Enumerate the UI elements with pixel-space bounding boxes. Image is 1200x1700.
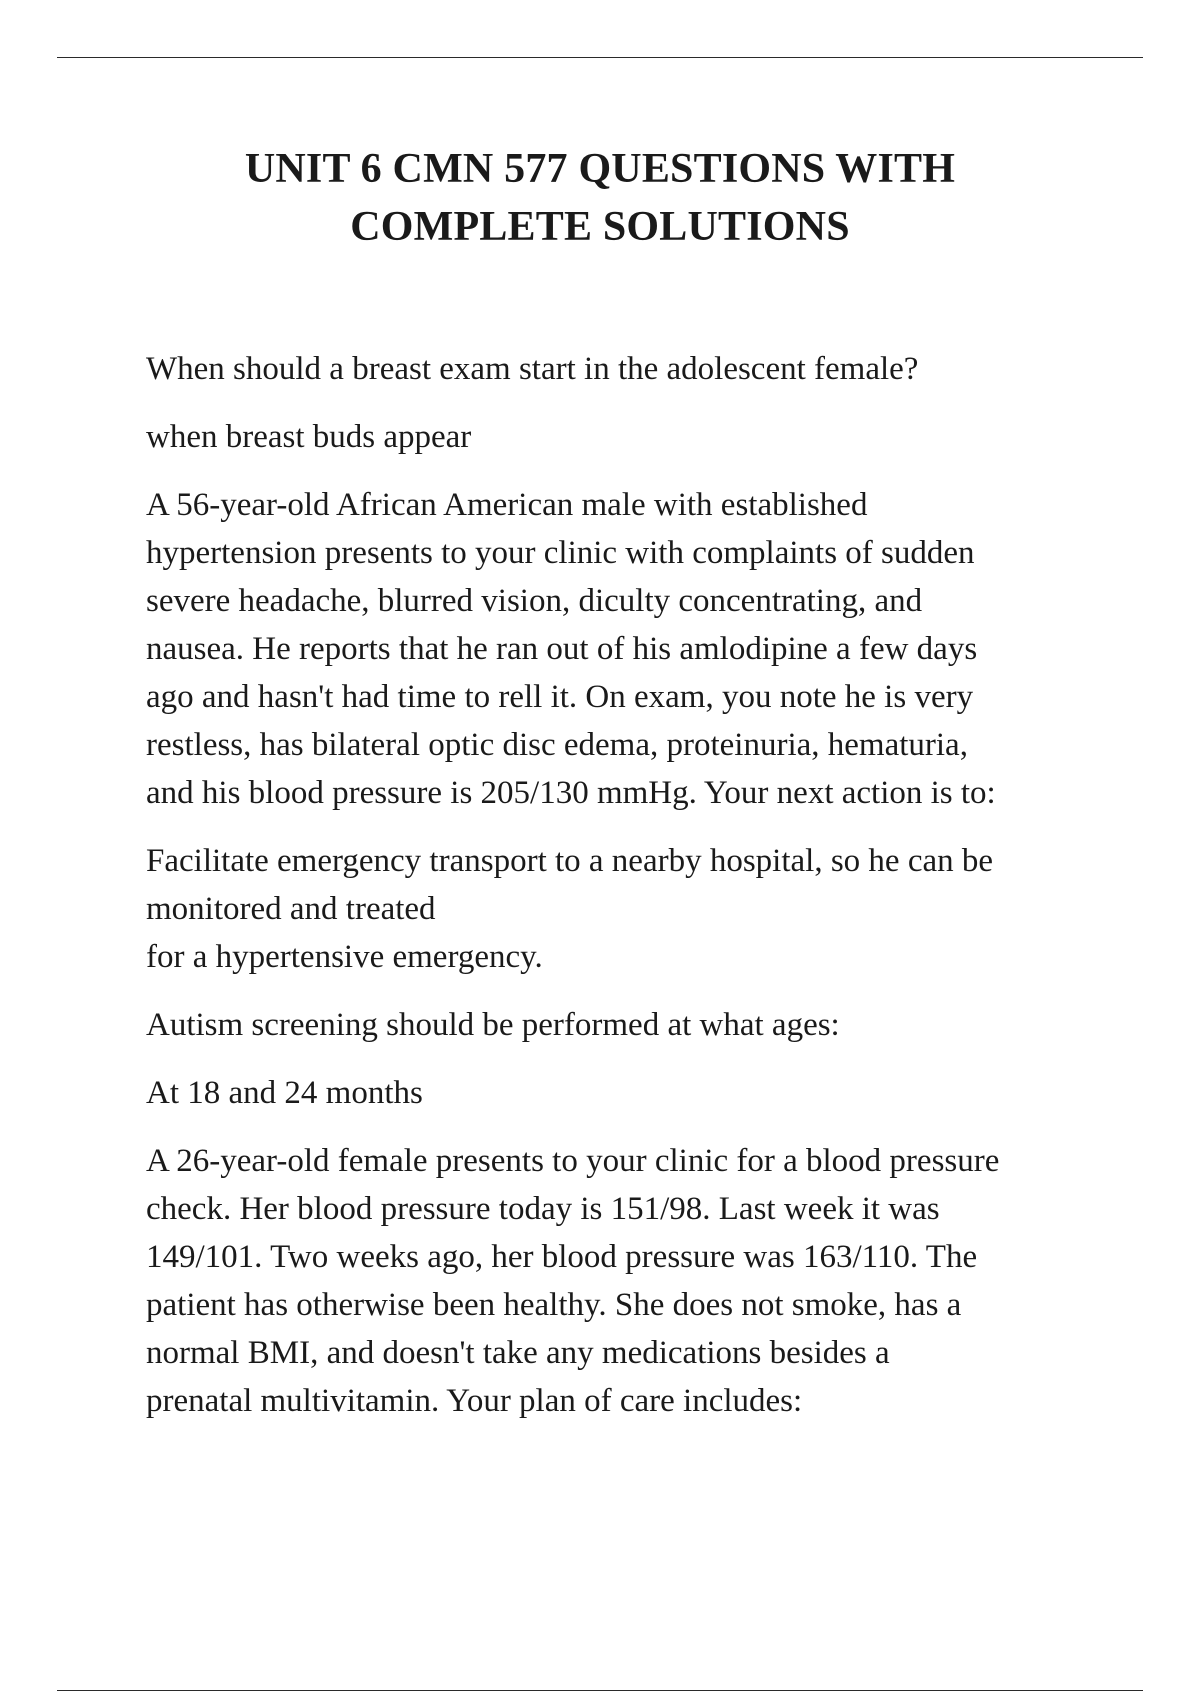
question-2 — [146, 481, 1106, 817]
text-line: prenatal multivitamin. Your plan of care includes: — [146, 1383, 803, 1419]
answer-2 — [146, 837, 1106, 981]
text-line: severe headache, blurred vision, diculty concentrating, and — [146, 583, 923, 619]
text-line: A 56-year-old African American male with established — [146, 487, 868, 523]
bottom-rule — [57, 1690, 1143, 1691]
text-line: A 26-year-old female presents to your clinic for a blood pressure — [146, 1143, 1000, 1179]
text-line: when breast buds appear — [146, 419, 472, 455]
text-line: restless, has bilateral optic disc edema, proteinuria, hematuria, — [146, 727, 968, 763]
question-3 — [146, 1001, 1106, 1049]
page-title — [100, 140, 1100, 256]
answer-3 — [146, 1069, 1106, 1117]
question-4 — [146, 1137, 1106, 1425]
text-line: ago and hasn't had time to rell it. On exam, you note he is very — [146, 679, 974, 715]
question-1 — [146, 345, 1106, 393]
title-line: UNIT 6 CMN 577 QUESTIONS WITH — [244, 146, 956, 192]
text-line: Autism screening should be performed at what ages: — [146, 1007, 840, 1043]
text-line: for a hypertensive emergency. — [146, 939, 543, 975]
qa-content — [146, 345, 1106, 1445]
text-line: nausea. He reports that he ran out of his amlodipine a few days — [146, 631, 978, 667]
text-line: At 18 and 24 months — [146, 1075, 423, 1111]
title-line: COMPLETE SOLUTIONS — [350, 204, 850, 250]
text-line: and his blood pressure is 205/130 mmHg. Your next action is to: — [146, 775, 996, 811]
text-line: When should a breast exam start in the adolescent female? — [146, 351, 919, 387]
text-line: hypertension presents to your clinic with complaints of sudden — [146, 535, 975, 571]
text-line: monitored and treated — [146, 891, 436, 927]
text-line: 149/101. Two weeks ago, her blood pressure was 163/110. The — [146, 1239, 978, 1275]
top-rule — [57, 57, 1143, 58]
text-line: check. Her blood pressure today is 151/98. Last week it was — [146, 1191, 940, 1227]
text-line: Facilitate emergency transport to a nearby hospital, so he can be — [146, 843, 994, 879]
text-line: normal BMI, and doesn't take any medications besides a — [146, 1335, 890, 1371]
text-line: patient has otherwise been healthy. She does not smoke, has a — [146, 1287, 962, 1323]
answer-1 — [146, 413, 1106, 461]
